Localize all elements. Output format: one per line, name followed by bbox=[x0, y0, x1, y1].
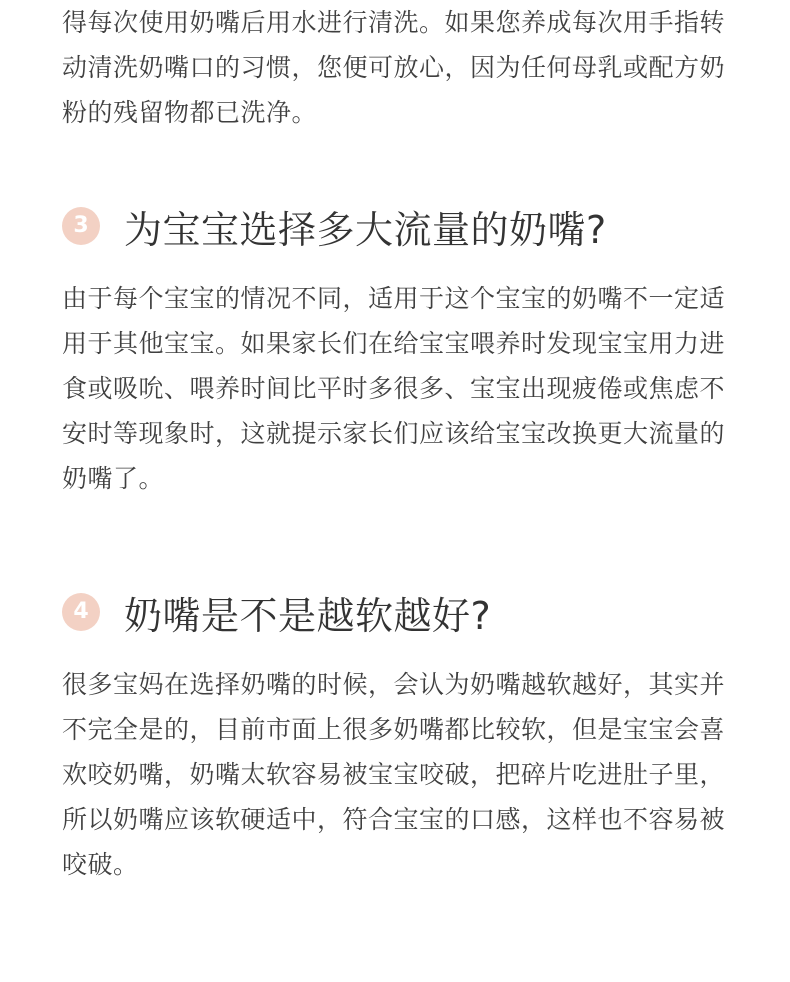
section-3-title: 为宝宝选择多大流量的奶嘴? bbox=[124, 207, 607, 252]
section-4-line: 很多宝妈在选择奶嘴的时候，会认为奶嘴越软越好，其实并 bbox=[62, 670, 726, 699]
intro-line: 动清洗奶嘴口的习惯，您便可放心，因为任何母乳或配方奶 bbox=[62, 53, 726, 82]
section-4-heading bbox=[62, 582, 491, 642]
section-4-line: 所以奶嘴应该软硬适中，符合宝宝的口感，这样也不容易被 bbox=[62, 805, 726, 834]
section-4-paragraph bbox=[62, 662, 734, 887]
badge-number: 3 bbox=[73, 213, 89, 238]
section-4-line: 欢咬奶嘴，奶嘴太软容易被宝宝咬破，把碎片吃进肚子里， bbox=[62, 760, 726, 789]
badge-number: 4 bbox=[73, 599, 89, 624]
section-4-line: 咬破。 bbox=[62, 850, 139, 879]
section-3-line: 安时等现象时，这就提示家长们应该给宝宝改换更大流量的 bbox=[62, 419, 726, 448]
section-3-line: 用于其他宝宝。如果家长们在给宝宝喂养时发现宝宝用力进 bbox=[62, 329, 726, 358]
section-4-title: 奶嘴是不是越软越好? bbox=[124, 593, 492, 638]
section-3-line: 奶嘴了。 bbox=[62, 464, 165, 493]
number-badge-3 bbox=[62, 207, 100, 245]
intro-line: 粉的残留物都已洗净。 bbox=[62, 98, 318, 127]
section-4-line: 不完全是的，目前市面上很多奶嘴都比较软，但是宝宝会喜 bbox=[62, 715, 726, 744]
section-3-paragraph bbox=[62, 276, 734, 501]
section-3-heading bbox=[62, 196, 607, 256]
section-3-line: 食或吸吮、喂养时间比平时多很多、宝宝出现疲倦或焦虑不 bbox=[62, 374, 726, 403]
number-badge-4 bbox=[62, 593, 100, 631]
intro-paragraph bbox=[62, 0, 734, 135]
intro-line: 得每次使用奶嘴后用水进行清洗。如果您养成每次用手指转 bbox=[62, 8, 726, 37]
section-3-line: 由于每个宝宝的情况不同，适用于这个宝宝的奶嘴不一定适 bbox=[62, 284, 726, 313]
